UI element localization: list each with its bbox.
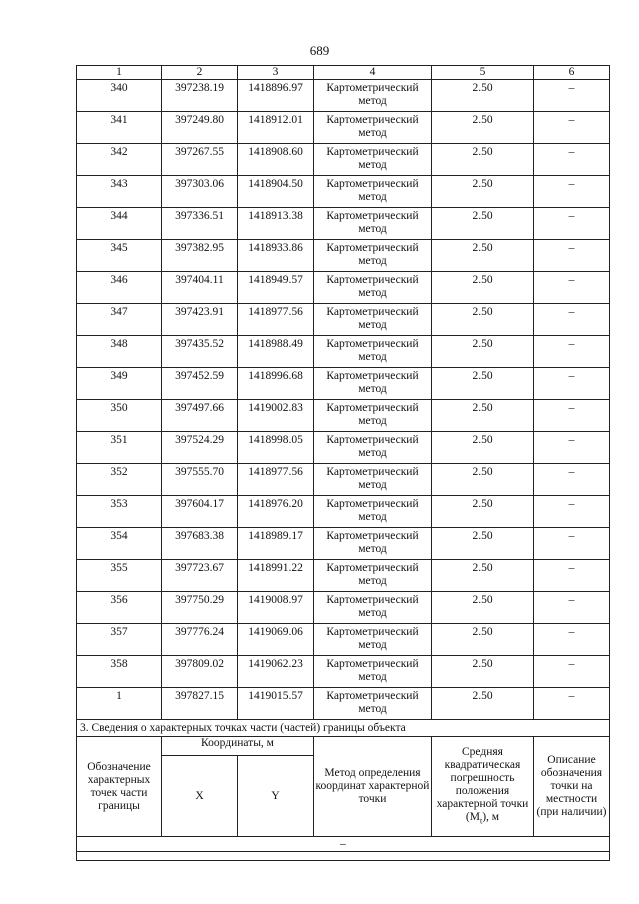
page-number: 689: [309, 43, 330, 58]
description: –: [534, 496, 610, 528]
method: [314, 176, 432, 208]
point-number: 357: [77, 624, 162, 656]
section-3-title-row: [77, 720, 610, 737]
error-value: 2.50: [432, 624, 534, 656]
method: [314, 432, 432, 464]
method-line-1: Картометрический: [326, 306, 419, 318]
table-row: [77, 272, 610, 304]
method-line-1: Картометрический: [326, 402, 419, 414]
description: –: [534, 272, 610, 304]
description: –: [534, 208, 610, 240]
point-number: 352: [77, 464, 162, 496]
description: –: [534, 688, 610, 720]
table-row: [77, 496, 610, 528]
table-row: [77, 304, 610, 336]
description: –: [534, 240, 610, 272]
description: –: [534, 400, 610, 432]
table-row: [77, 400, 610, 432]
column-number: 6: [534, 66, 610, 80]
column-number: 1: [77, 66, 162, 80]
description: –: [534, 464, 610, 496]
method-line-1: Картометрический: [326, 690, 419, 702]
error-value: 2.50: [432, 592, 534, 624]
header-error-text: Средняя квадратическая погрешность положения характерной точки (M: [436, 745, 529, 823]
method-line-2: метод: [358, 575, 387, 587]
error-value: 2.50: [432, 208, 534, 240]
method-line-2: метод: [358, 159, 387, 171]
header-y: Y: [238, 756, 314, 837]
method-line-1: Картометрический: [326, 274, 419, 286]
table-row: [77, 240, 610, 272]
y-coordinate: 1419015.57: [238, 688, 314, 720]
empty-value: –: [77, 837, 610, 852]
table-row: [77, 208, 610, 240]
column-number: 4: [314, 66, 432, 80]
y-coordinate: 1418998.05: [238, 432, 314, 464]
error-value: 2.50: [432, 368, 534, 400]
method-line-1: Картометрический: [326, 466, 419, 478]
table-row: [77, 144, 610, 176]
method: [314, 400, 432, 432]
description: –: [534, 432, 610, 464]
table-row: [77, 336, 610, 368]
description: –: [534, 176, 610, 208]
description: –: [534, 368, 610, 400]
x-coordinate: 397723.67: [162, 560, 238, 592]
y-coordinate: 1418977.56: [238, 464, 314, 496]
x-coordinate: 397827.15: [162, 688, 238, 720]
header-coordinates: Координаты, м: [162, 737, 314, 756]
point-number: 358: [77, 656, 162, 688]
x-coordinate: 397267.55: [162, 144, 238, 176]
method-line-2: метод: [358, 191, 387, 203]
description: –: [534, 528, 610, 560]
point-number: 350: [77, 400, 162, 432]
error-value: 2.50: [432, 272, 534, 304]
header-x: X: [162, 756, 238, 837]
description: –: [534, 560, 610, 592]
method: [314, 656, 432, 688]
method-line-2: метод: [358, 223, 387, 235]
y-coordinate: 1418904.50: [238, 176, 314, 208]
error-value: 2.50: [432, 688, 534, 720]
point-number: 355: [77, 560, 162, 592]
x-coordinate: 397423.91: [162, 304, 238, 336]
method-line-2: метод: [358, 447, 387, 459]
table-row: [77, 464, 610, 496]
error-value: 2.50: [432, 464, 534, 496]
description: –: [534, 304, 610, 336]
table-row: [77, 368, 610, 400]
y-coordinate: 1418988.49: [238, 336, 314, 368]
method-line-2: метод: [358, 287, 387, 299]
y-coordinate: 1418977.56: [238, 304, 314, 336]
method-line-2: метод: [358, 255, 387, 267]
description: –: [534, 112, 610, 144]
method-line-2: метод: [358, 127, 387, 139]
method: [314, 368, 432, 400]
description: –: [534, 144, 610, 176]
method: [314, 464, 432, 496]
method-line-2: метод: [358, 671, 387, 683]
x-coordinate: 397497.66: [162, 400, 238, 432]
y-coordinate: 1418896.97: [238, 80, 314, 112]
y-coordinate: 1419062.23: [238, 656, 314, 688]
method: [314, 688, 432, 720]
method-line-1: Картометрический: [326, 562, 419, 574]
x-coordinate: 397404.11: [162, 272, 238, 304]
column-number: 2: [162, 66, 238, 80]
point-number: 354: [77, 528, 162, 560]
y-coordinate: 1418991.22: [238, 560, 314, 592]
point-number: 342: [77, 144, 162, 176]
x-coordinate: 397452.59: [162, 368, 238, 400]
section-3-empty-row: [77, 837, 610, 852]
method-line-1: Картометрический: [326, 146, 419, 158]
method: [314, 336, 432, 368]
method: [314, 592, 432, 624]
method-line-1: Картометрический: [326, 370, 419, 382]
y-coordinate: 1418933.86: [238, 240, 314, 272]
y-coordinate: 1418989.17: [238, 528, 314, 560]
error-value: 2.50: [432, 80, 534, 112]
method-line-2: метод: [358, 95, 387, 107]
x-coordinate: 397435.52: [162, 336, 238, 368]
method-line-1: Картометрический: [326, 626, 419, 638]
point-number: 347: [77, 304, 162, 336]
method: [314, 624, 432, 656]
header-error-subscript: t: [479, 816, 483, 826]
table-row: [77, 624, 610, 656]
y-coordinate: 1418913.38: [238, 208, 314, 240]
y-coordinate: 1418996.68: [238, 368, 314, 400]
method-line-1: Картометрический: [326, 114, 419, 126]
method: [314, 304, 432, 336]
point-number: 341: [77, 112, 162, 144]
x-coordinate: 397382.95: [162, 240, 238, 272]
point-number: 1: [77, 688, 162, 720]
method-line-1: Картометрический: [326, 434, 419, 446]
error-value: 2.50: [432, 400, 534, 432]
y-coordinate: 1418908.60: [238, 144, 314, 176]
description: –: [534, 336, 610, 368]
table-row: [77, 176, 610, 208]
error-value: 2.50: [432, 144, 534, 176]
x-coordinate: 397303.06: [162, 176, 238, 208]
error-value: 2.50: [432, 496, 534, 528]
method: [314, 240, 432, 272]
method-line-1: Картометрический: [326, 242, 419, 254]
point-number: 346: [77, 272, 162, 304]
point-number: 356: [77, 592, 162, 624]
method: [314, 112, 432, 144]
y-coordinate: 1418976.20: [238, 496, 314, 528]
method: [314, 80, 432, 112]
error-value: 2.50: [432, 112, 534, 144]
method: [314, 528, 432, 560]
method-line-2: метод: [358, 319, 387, 331]
header-designation: Обозначение характерных точек части границы: [77, 737, 162, 837]
method-line-1: Картометрический: [326, 530, 419, 542]
column-number-row: [77, 66, 610, 80]
point-number: 343: [77, 176, 162, 208]
column-number: 3: [238, 66, 314, 80]
table-row: [77, 688, 610, 720]
method-line-2: метод: [358, 511, 387, 523]
table-row: [77, 112, 610, 144]
table-row: [77, 592, 610, 624]
error-value: 2.50: [432, 432, 534, 464]
x-coordinate: 397683.38: [162, 528, 238, 560]
y-coordinate: 1419008.97: [238, 592, 314, 624]
error-value: 2.50: [432, 528, 534, 560]
error-value: 2.50: [432, 656, 534, 688]
x-coordinate: 397750.29: [162, 592, 238, 624]
y-coordinate: 1418949.57: [238, 272, 314, 304]
error-value: 2.50: [432, 336, 534, 368]
point-number: 353: [77, 496, 162, 528]
method-line-1: Картометрический: [326, 658, 419, 670]
y-coordinate: 1419002.83: [238, 400, 314, 432]
method-line-1: Картометрический: [326, 338, 419, 350]
point-number: 344: [77, 208, 162, 240]
method-line-1: Картометрический: [326, 498, 419, 510]
method-line-2: метод: [358, 383, 387, 395]
method: [314, 208, 432, 240]
x-coordinate: 397336.51: [162, 208, 238, 240]
method: [314, 272, 432, 304]
description: –: [534, 624, 610, 656]
method: [314, 496, 432, 528]
point-number: 349: [77, 368, 162, 400]
boundary-points-table: [76, 65, 610, 861]
table-row: [77, 560, 610, 592]
header-method: Метод определения координат характерной точки: [314, 737, 432, 837]
method-line-1: Картометрический: [326, 210, 419, 222]
x-coordinate: 397524.29: [162, 432, 238, 464]
x-coordinate: 397238.19: [162, 80, 238, 112]
description: –: [534, 656, 610, 688]
error-value: 2.50: [432, 560, 534, 592]
point-number: 345: [77, 240, 162, 272]
x-coordinate: 397604.17: [162, 496, 238, 528]
section-3-blank-row: [77, 852, 610, 861]
x-coordinate: 397776.24: [162, 624, 238, 656]
table-row: [77, 528, 610, 560]
y-coordinate: 1418912.01: [238, 112, 314, 144]
error-value: 2.50: [432, 176, 534, 208]
method-line-2: метод: [358, 415, 387, 427]
point-number: 351: [77, 432, 162, 464]
section-3-header-row: [77, 737, 610, 756]
x-coordinate: 397249.80: [162, 112, 238, 144]
table-row: [77, 656, 610, 688]
point-number: 340: [77, 80, 162, 112]
header-description: Описание обозначения точки на местности (при наличии): [534, 737, 610, 837]
y-coordinate: 1419069.06: [238, 624, 314, 656]
header-error-unit: ), м: [482, 810, 500, 823]
method-line-2: метод: [358, 639, 387, 651]
table-row: [77, 432, 610, 464]
section-3-title: 3. Сведения о характерных точках части (частей) границы объекта: [77, 720, 610, 737]
method-line-2: метод: [358, 479, 387, 491]
column-number: 5: [432, 66, 534, 80]
header-error: [432, 737, 534, 837]
description: –: [534, 80, 610, 112]
description: –: [534, 592, 610, 624]
x-coordinate: 397555.70: [162, 464, 238, 496]
error-value: 2.50: [432, 240, 534, 272]
error-value: 2.50: [432, 304, 534, 336]
method-line-1: Картометрический: [326, 594, 419, 606]
method: [314, 144, 432, 176]
blank-cell: [77, 852, 610, 861]
point-number: 348: [77, 336, 162, 368]
method-line-2: метод: [358, 703, 387, 715]
method-line-2: метод: [358, 351, 387, 363]
table-row: [77, 80, 610, 112]
x-coordinate: 397809.02: [162, 656, 238, 688]
method-line-1: Картометрический: [326, 178, 419, 190]
method: [314, 560, 432, 592]
method-line-2: метод: [358, 543, 387, 555]
method-line-2: метод: [358, 607, 387, 619]
method-line-1: Картометрический: [326, 82, 419, 94]
